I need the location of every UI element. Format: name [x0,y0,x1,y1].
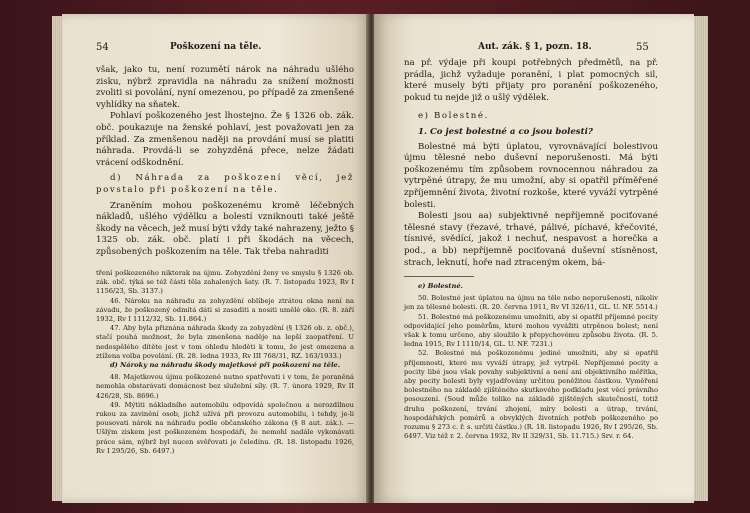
footnote-heading: d) Nároky na náhradu škody majetkové při poškození na těle. [110,361,341,370]
footnote-heading: e) Bolestné. [418,282,463,290]
paragraph: Pohlaví poškozeného jest lhostejno. Že § 1326 ob. zák. obč. poukazuje na ženské pohlaví, jest považovati jen za příklad. Za zmenšenou naději na provdání musí se platiti náhrada. Provdá-li se zohyzděná přece, nelze žádati vrácení odškodnění. [96,111,354,168]
paragraph: na př. výdaje při koupi potřebných předmětů, na př. prádla, jichž vyžaduje poranění, i plat pomocných sil, které musely býti přijaty pro poranění poškozeného, pokud tu nejde již o ušlý výdělek. [404,58,658,103]
footnote: 49. Mýtiti nákladního automobilu odpovídá společnou a nerozdílnou rukou za zavinění osob, jichž užívá při provozu automobilu, i tehdy, je-li pousovati nárok na náhradu podle občanského zákona (§ 8 aut. zák.). — Ušlým ziskem jest poškozeném hospodáři, že nemohl nadále vykonávati práce sám, nýbrž byl nucen svěřovati je čeledínu. (R. 18. listopadu 1926, Rv I 295/26, Sb. 6497.) [96,400,354,455]
left-footnotes [96,269,354,456]
right-page-number: 55 [636,42,649,53]
footnote: 50. Bolestné jest úplatou na újmu na těle nebo neporušenosti, nikoliv jen za tělesné bolesti. (R. 20. června 1911, Rv VI 326/11, GL. U. NF. 5514.) [404,294,658,312]
footnote: 46. Nároku na náhradu za zohyzdění oblíbeje ztrátou okna není na závadu, že poškozený odmítá dáti si zasaditi a nositi umělé oko. (R. 8. září 1932, Rv I 1112/32, Sb. 11.864.) [96,296,354,324]
right-footnotes [404,282,658,441]
footnote: 48. Majetkovou újmu poškozené nutno spatřovati i v tom, že poraněná nemohla obstarávati domácnost bez služební síly. (R. 7. února 1929, Rv II 426/28, Sb. 8696.) [96,373,354,400]
left-page [62,14,368,503]
left-page-edges [52,16,62,501]
paragraph: Bolestné má býti úplatou, vyrovnávající bolestivou újmu tělesné nebo duševní neporušenosti. Má býti poškozenému tím způsobem rovnocennou náhradou za vytrpěné útrapy, že mu umožní, aby si opatřil příměřené zpříjemnění života, životní rozkoše, které vyváží vytrpěné bolesti. [404,141,658,210]
right-page-edges [694,16,708,501]
section-heading: e) Bolestné. [418,111,489,122]
footnote: 52. Bolestné má poškozenému jediné umožniti, aby si opatřil příjemnosti, které mu vyváží útrapy, jež vytrpěl. Nepříjemné pocity a pocity libé jsou však povahy subjektivní a není ani objektivního měřítka, aby pocity bolesti byly vyjadřovány určitou peněžitou částkou. Vyměření bolestného na základě zjištěného skutkového podkladu jest věcí právního posouzení. (Soud může toliko na základě zjištěných skutečností, totiž druhu poškození, trvání zhojení, míry bolesti a útrap, trvání, hospodářských poměrů a obvyklých životních potřeb poškozeného po rozumu § 273 c. ř. s. určiti částku.) (R. 18. listopadu 1926, Rv I 295/26, Sb. 6497. Viz též r. 2. června 1932, Rv II 329/31, Sb. 11.715.) Srv. r. 64. [404,349,658,441]
footnote: 47. Aby byla přiznána náhrada škody za zohyzdění (§ 1326 ob. z. obč.), stačí pouhá možnost, že byla zmenšena naděje na lepší zaopatření. U nedospělého dítěte jest v tom ohledu hleděti k tomu, že jest omezena a ztížena volba povolání. (R. 28. ledna 1933, Rv III 768/31, RZ. 163/1933.) [96,324,354,360]
footnote: tření poškozeného nikterak na újmu. Zohyzdění ženy ve smyslu § 1326 ob. zák. obč. týká se též části těla zahalených šaty. (R. 7. listopadu 1923, Rv I 1156/23, Sb. 3137.) [96,269,354,296]
paragraph: však, jako tu, není rozumětí nárok na náhradu ušlého zisku, nýbrž zpravidla na náhradu za snížení možnosti zvoliti si povolání, nyní omezenou, po případě za zmenšené vyhlídky na sňatek. [96,65,354,110]
left-main-text [96,65,354,259]
sub-heading: 1. Co jest bolestné a co jsou bolesti? [418,126,593,137]
footnote: 51. Bolestné má poškozenému umožniti, aby si opatřil příjemné pocity odpovídající jeho poměrům, které mohou vyvážiti utrpěnou bolest; není však k tomu určeno, aby sloužilo k přepychovému způsobu života. (R. 5. ledna 1915, Rv I 1110/14, GL. U. NF. 7231.) [404,312,658,349]
right-main-text [404,58,658,269]
left-running-head: Poškození na těle. [170,42,262,52]
section-heading: d) Náhrada za poškození věcí, jež povstalo při poškození na těle. [96,173,354,195]
paragraph: Bolesti jsou aa) subjektivně nepříjemně pociťované tělesné stavy (řezavé, trhavé, pálivé, píchavé, křečovité, tísnivé, svědící, jakož i nechuť, nespavost a horečka a pod., a bb) nepříjemně pociťovaná duševní stísněnost, strach, leknutí, hoře nad ztraceným okem, bá- [404,211,658,268]
footnote-divider [404,276,474,277]
right-page [374,14,694,503]
paragraph: Zraněním mohou poškozenému kromě léčebných nákladů, ušlého výdělku a bolestí vzniknouti také ještě škody na věcech, jež musí býti vždy také nahrazeny, ježto § 1325 ob. zák. obč. platí i při škodách na věcech, způsobených poškozením na těle. Tak třeba nahraditi [96,200,354,257]
left-page-number: 54 [96,42,109,53]
right-running-head: Aut. zák. § 1, pozn. 18. [478,42,592,52]
